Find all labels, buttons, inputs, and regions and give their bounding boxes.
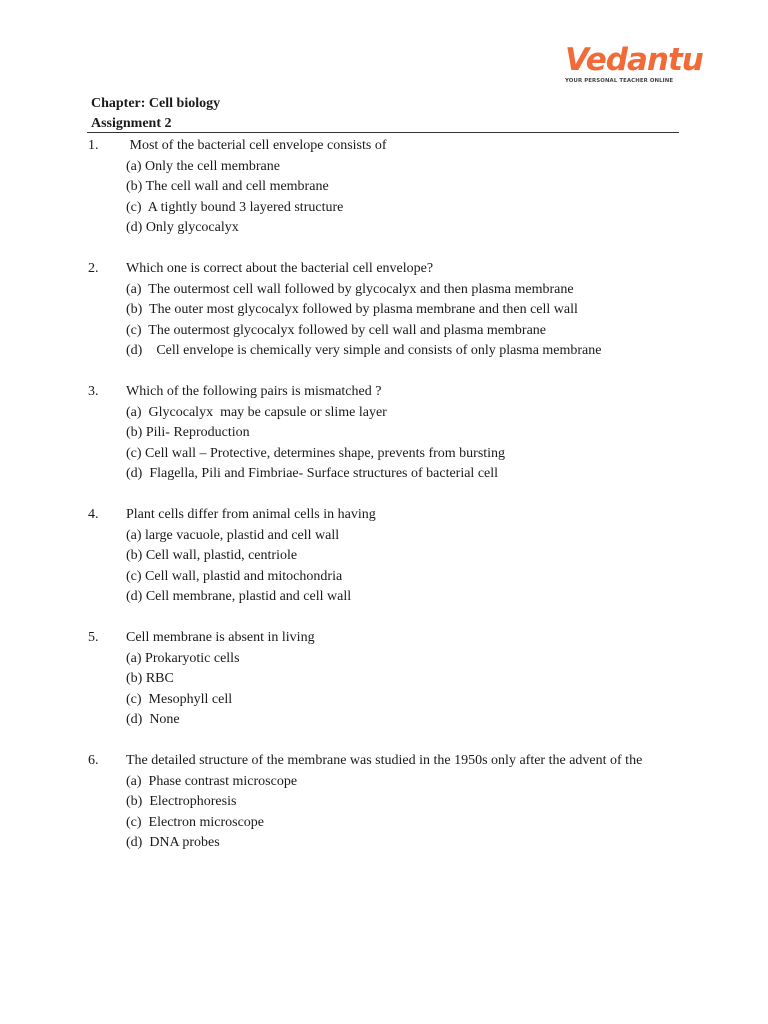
question-4 xyxy=(88,505,678,608)
question-text: Plant cells differ from animal cells in having xyxy=(126,507,376,522)
option-d: (d) None xyxy=(126,712,180,727)
vedantu-logo xyxy=(563,40,703,88)
option-d: (d) Cell membrane, plastid and cell wall xyxy=(126,589,352,604)
logo-wordmark: Vedantu xyxy=(565,42,703,78)
question-text: Cell membrane is absent in living xyxy=(126,630,315,645)
question-number: 6. xyxy=(88,753,99,768)
question-5 xyxy=(88,628,678,731)
option-d: (d) Flagella, Pili and Fimbriae- Surface structures of bacterial cell xyxy=(126,466,499,481)
option-b: (b) RBC xyxy=(126,671,174,686)
option-d: (d) DNA probes xyxy=(126,835,220,850)
question-text: Most of the bacterial cell envelope consists of xyxy=(126,138,387,153)
header-divider xyxy=(87,132,679,133)
option-a: (a) Glycocalyx may be capsule or slime layer xyxy=(126,404,387,420)
option-c: (c) The outermost glycocalyx followed by cell wall and plasma membrane xyxy=(126,322,546,338)
option-c: (c) Cell wall, plastid and mitochondria xyxy=(126,568,343,584)
question-text: Which of the following pairs is mismatched ? xyxy=(126,384,382,399)
question-3 xyxy=(88,382,678,485)
option-c: (c) Mesophyll cell xyxy=(126,691,233,707)
chapter-title: Chapter: Cell biology xyxy=(91,96,221,111)
option-a: (a) Only the cell membrane xyxy=(126,158,280,174)
option-b: (b) Electrophoresis xyxy=(126,794,237,809)
option-b: (b) Pili- Reproduction xyxy=(126,425,250,440)
question-number: 1. xyxy=(88,138,99,153)
document-header xyxy=(91,94,220,134)
question-number: 5. xyxy=(88,630,99,645)
question-2 xyxy=(88,259,678,362)
option-c: (c) Cell wall – Protective, determines shape, prevents from bursting xyxy=(126,445,506,461)
assignment-title: Assignment 2 xyxy=(91,116,172,131)
question-number: 2. xyxy=(88,261,99,276)
question-text: The detailed structure of the membrane was studied in the 1950s only after the advent of the xyxy=(126,753,643,768)
question-text: Which one is correct about the bacterial cell envelope? xyxy=(126,261,434,276)
question-number: 4. xyxy=(88,507,99,522)
option-a: (a) large vacuole, plastid and cell wall xyxy=(126,527,340,543)
option-b: (b) The cell wall and cell membrane xyxy=(126,179,329,194)
option-c: (c) Electron microscope xyxy=(126,814,264,830)
question-1 xyxy=(88,136,678,239)
option-c: (c) A tightly bound 3 layered structure xyxy=(126,199,344,215)
option-d: (d) Only glycocalyx xyxy=(126,220,239,235)
option-a: (a) The outermost cell wall followed by glycocalyx and then plasma membrane xyxy=(126,281,574,297)
question-number: 3. xyxy=(88,384,99,399)
option-b: (b) The outer most glycocalyx followed by plasma membrane and then cell wall xyxy=(126,302,578,317)
option-a: (a) Phase contrast microscope xyxy=(126,773,298,789)
question-6 xyxy=(88,751,678,854)
option-d: (d) Cell envelope is chemically very simple and consists of only plasma membrane xyxy=(126,343,602,358)
logo-tagline: YOUR PERSONAL TEACHER ONLINE xyxy=(565,78,674,84)
option-a: (a) Prokaryotic cells xyxy=(126,650,240,666)
option-b: (b) Cell wall, plastid, centriole xyxy=(126,548,298,563)
